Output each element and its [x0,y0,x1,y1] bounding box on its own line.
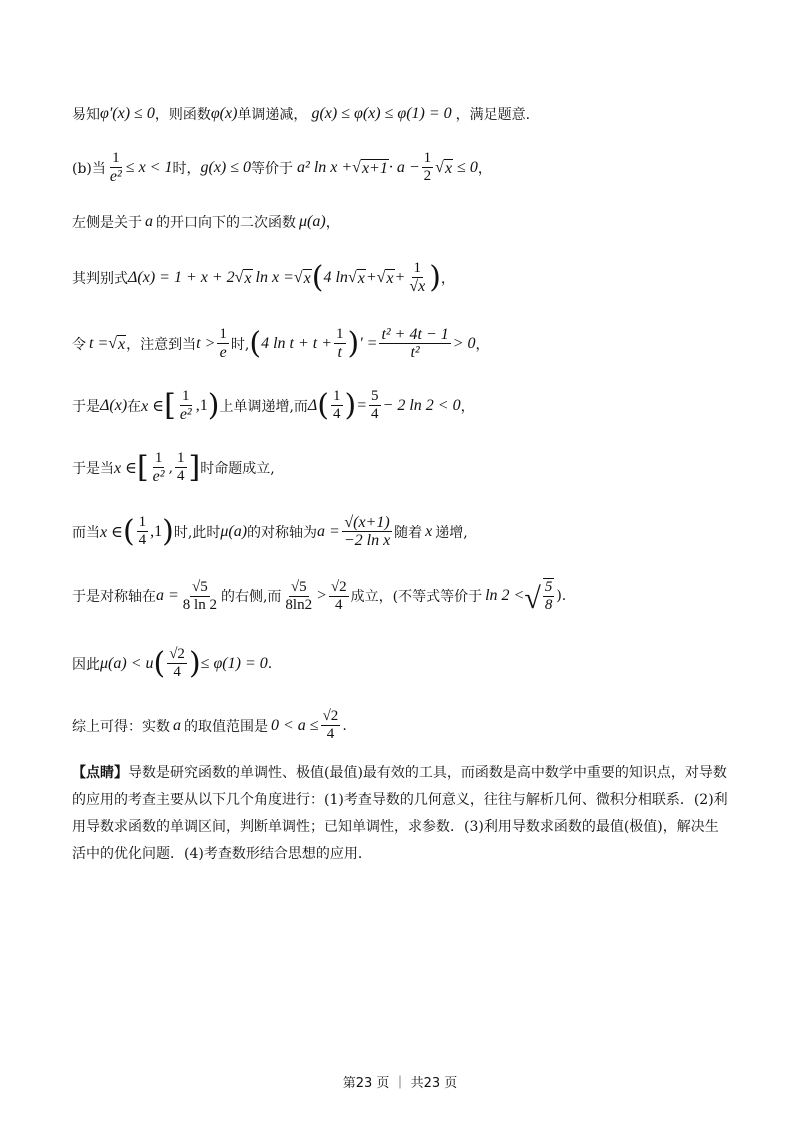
math: g(x) ≤ φ(x) ≤ φ(1) = 0 [311,105,452,122]
math: a² ln x + [297,158,353,176]
math: g(x) ≤ 0 [200,158,252,176]
math: · a − [388,158,420,176]
math: φ(x) [210,105,238,122]
math: + [365,268,377,286]
fraction: $\frac{\text{t² + 4t − 1}}{\text{t²}}$ [381,326,449,361]
line-6: 于是 Δ(x) 在 x ∈ [ $\frac{1}{\text{e²}}$ ,1 ) 上单调递增,而 Δ ( $\frac{1}{4}$ ) = $\frac{5}{4}$ − 2 ln 2 < 0 ， [72,387,475,423]
text: 而当 [72,524,100,541]
math: 4 ln t + t + [261,334,332,352]
math: x ∈ [100,523,123,541]
fraction: $\frac{1}{e}$ [219,326,227,361]
text: 令 [72,336,86,353]
text: 于是当 [72,460,114,477]
math: ,1 [150,522,163,540]
text: 单调递减， [237,107,308,123]
sqrt: √ x [435,158,453,177]
math: ,1 [195,396,208,414]
math: ≤ 0 [457,158,478,176]
math: t > [196,334,216,352]
line-2 [72,150,492,185]
math: φ' [100,105,113,122]
fraction: $\frac{1}{\text{e²}}$ [179,388,192,423]
text: ， [477,160,492,177]
text: ). [556,588,567,604]
comment-paragraph [72,760,732,868]
fraction: $\frac{√5}{8 \ln 2}$ [182,578,217,613]
text: 在 [127,398,142,415]
fraction: $\frac{√2}{4}$ [330,578,347,613]
text: 因此 [72,656,100,673]
sqrt: √ x [347,268,365,287]
text: 时， [172,160,201,177]
fraction: $\frac{√2}{4}$ [322,708,339,742]
line-7: 于是当 x ∈ [ $\frac{1}{\text{e²}}$ , $\frac{1}{4}$ ] 时命题成立, [72,449,275,485]
line-11 [72,708,347,743]
text: 递增, [435,524,468,541]
fraction: $\frac{1}{4}$ [333,388,341,422]
fraction: $\frac{5}{4}$ [371,388,379,422]
math: (x) ≤ 0 [112,105,155,122]
math: ln x = [255,268,294,286]
line-1 [72,104,530,124]
fraction: $\frac{√(x+1)}{\text{−2 ln x}}$ [343,514,391,549]
text: 上单调递增,而 [219,398,308,415]
math: > 0 [452,334,476,352]
text: 时,此时 [173,524,221,541]
text: 随着 [394,524,423,541]
text: (b)当 [72,160,106,177]
math: Δ(x) = 1 + x + 2 [128,268,235,286]
math: a [145,213,153,230]
math: ln 2 < [485,587,525,604]
text: 左侧是关于 [72,215,142,231]
text: ， [440,270,455,287]
sqrt: √ x [108,334,126,353]
math: μ(a) [220,522,248,540]
math: − 2 ln 2 < 0 [382,396,461,414]
line-8: 而当 x ∈ ( $\frac{1}{4}$ ,1 ) 时,此时 μ(a) 的对称轴为 a = $\frac{√(x+1)}{\text{−2 ln x}}$ 随着 x 递增, [72,513,468,549]
text: 的右侧,而 [220,589,282,605]
math: x [425,522,433,540]
text: ， [475,336,490,353]
fraction: $\frac{1}{4}$ [177,450,185,484]
math: a = [317,522,340,540]
math: 4 ln [323,268,348,286]
fraction: $\frac{√5}{8\ln 2}$ [285,578,313,613]
math: Δ(x) [100,396,128,414]
math: x ∈ [141,397,165,415]
fraction: $\frac{1}{\text{e²}}$ [152,450,165,485]
math: t = [89,334,109,352]
text: 的取值范围是 [184,718,268,735]
text: 的对称轴为 [247,524,318,541]
line-10: 因此 μ(a) < u ( $\frac{√2}{4}$ ) ≤ φ(1) = 0 . [72,645,273,681]
line-4: 其判别式 Δ(x) = 1 + x + 2 √ x ln x = √ x ( 4 ln √ x + √ x + $\frac{1}{√x}$ ) ， [72,259,455,295]
line-3 [72,212,340,232]
sqrt: √ x [376,268,394,287]
fraction: $\frac{1}{\text{e²}}$ [109,150,122,185]
math: > [316,587,327,604]
comment-text: 导数是研究函数的单调性、极值(最值)最有效的工具，而函数是高中数学中重要的知识点，对导数的应用的考查主要从以下几个角度进行：(1)考查导数的几何意义，往往与解析几何、微积分相联系．(2)利用导数求函数的单调区间，判断单调性；已知单调性，求参数．(3)利用导数求函数的最值(极值)，解决生活中的优化问题．(4)考查数形结合思想的应用． [72,765,728,862]
fraction: $\frac{1}{√x}$ [409,260,426,295]
text: 成立，(不等式等价于 [350,589,483,605]
math: = [356,396,368,414]
text: 时, [230,336,250,353]
math: 0 < a ≤ [271,716,319,734]
math: a = [156,587,179,604]
text: 于是对称轴在 [72,589,156,605]
text: . [267,655,273,672]
sqrt: √ $\frac{5}{8}$ [524,579,553,615]
text: 易知 [72,107,100,123]
text: ，则函数 [154,107,211,123]
math: ' = [359,334,378,352]
text: 其判别式 [72,270,128,287]
math: a [173,716,181,734]
math: x ∈ [114,459,137,477]
comment-tag: 【点睛】 [72,765,128,781]
text: 时命题成立, [200,460,275,477]
sqrt: √ x [234,268,252,287]
page-footer: 第23 页 ｜ 共23 页 [342,1076,458,1091]
text: . [342,717,347,734]
sqrt: √ x [293,268,311,287]
math: μ(a) [299,213,326,230]
fraction: $\frac{1}{t}$ [336,326,344,361]
math: ≤ φ(1) = 0 [200,654,268,672]
math: μ(a) < u [100,654,154,672]
text: ，满足题意. [455,107,531,123]
math: Δ [307,396,318,414]
math: ≤ x < 1 [125,158,173,176]
text: 等价于 [251,160,294,177]
line-9 [72,578,566,614]
math: + [394,268,406,286]
line-5: 令 t = √ x ，注意到当 t > $\frac{1}{e}$ 时, ( 4 ln t + t + $\frac{1}{t}$ ) ' = $\frac{\text{t² + 4t − 1}}{\text{t²}}$ > 0 ， [72,325,490,361]
text: 的开口向下的二次函数 [156,215,296,231]
text: ， [325,215,340,231]
text: 于是 [72,398,100,415]
text: ，注意到当 [126,336,197,353]
text: 综上可得：实数 [72,718,170,735]
sqrt: √ x+1 [352,158,388,177]
fraction: $\frac{1}{2}$ [423,150,432,184]
text: ， [460,398,475,415]
fraction: $\frac{√2}{4}$ [169,646,185,680]
fraction: $\frac{1}{4}$ [138,514,147,548]
